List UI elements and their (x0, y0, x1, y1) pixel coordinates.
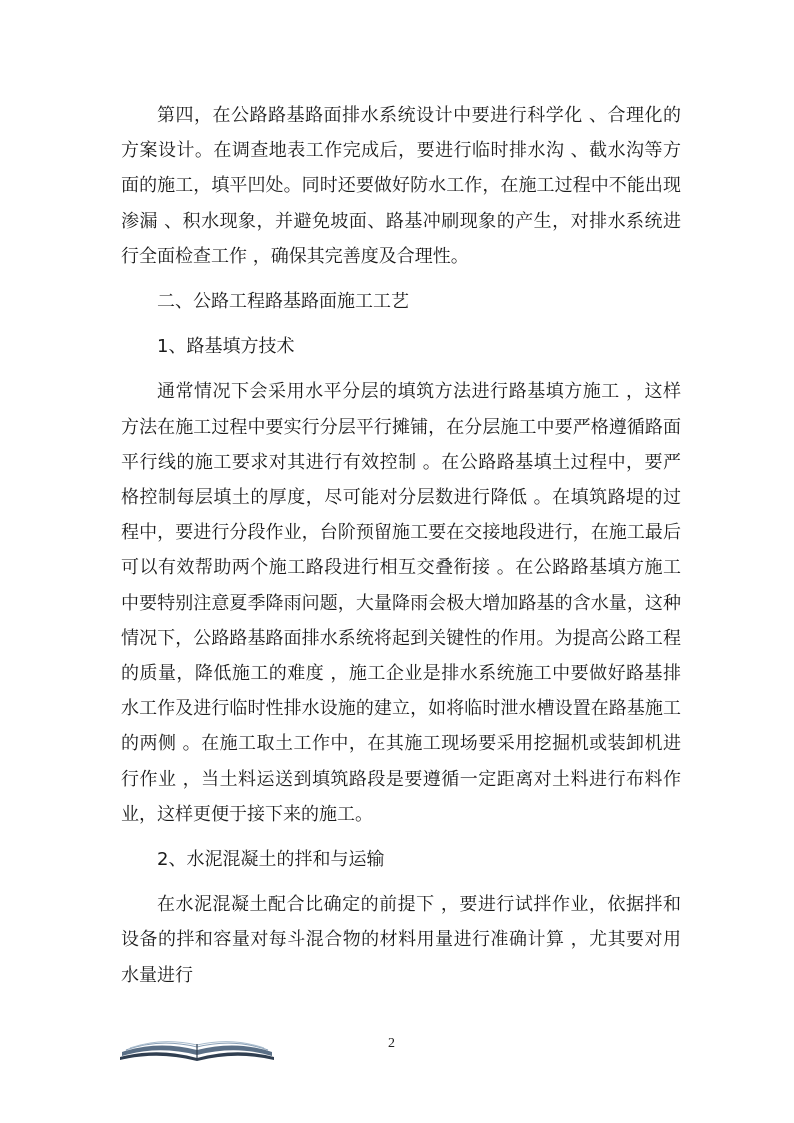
body-text (121, 98, 681, 993)
subsection-heading-concrete-mixing: 2、水泥混凝土的拌和与运输 (157, 849, 385, 871)
subsection-heading-fill-technique: 1、路基填方技术 (157, 336, 295, 358)
open-book-icon (118, 1030, 276, 1064)
paragraph-drainage-design: 第四，在公路路基路面排水系统设计中要进行科学化 、合理化的方案设计。在调查地表工作完成后，要进行临时排水沟 、截水沟等方面的施工，填平凹处。同时还要做好防水工作，在施工过程中不能出现渗漏 、积水现象，并避免坡面、路基冲刷现象的产生，对排水系统进行全面检查工作 ，确保其完善度及合理性。 (121, 105, 681, 267)
page-number: 2 (388, 1036, 395, 1051)
paragraph-fill-technique: 通常情况下会采用水平分层的填筑方法进行路基填方施工 ，这样方法在施工过程中要实行分层平行摊铺，在分层施工中要严格遵循路面平行线的施工要求对其进行有效控制 。在公路路基填土过程中，要严格控制每层填土的厚度，尽可能对分层数进行降低 。在填筑路堤的过程中，要进行分段作业，台阶预留施工要在交接地段进行，在施工最后可以有效帮助两个施工路段进行相互交叠衔接 。在公路路基填方施工中要特别注意夏季降雨问题，大量降雨会极大增加路基的含水量，这种情况下，公路路基路面排水系统将起到关键性的作用。为提高公路工程的质量，降低施工的难度 ，施工企业是排水系统施工中要做好路基排水工作及进行临时性排水设施的建立，如将临时泄水槽设置在路基施工的两侧 。在施工取土工作中，在其施工现场要采用挖掘机或装卸机进行作业 ，当土料运送到填筑路段是要遵循一定距离对土料进行布料作业，这样更便于接下来的施工。 (121, 381, 681, 825)
section-heading-construction-process: 二、公路工程路基路面施工工艺 (157, 291, 409, 313)
paragraph-concrete-mixing: 在水泥混凝土配合比确定的前提下 ，要进行试拌作业，依据拌和设备的拌和容量对每斗混合物的材料用量进行准确计算 ，尤其要对用水量进行 (121, 894, 681, 986)
